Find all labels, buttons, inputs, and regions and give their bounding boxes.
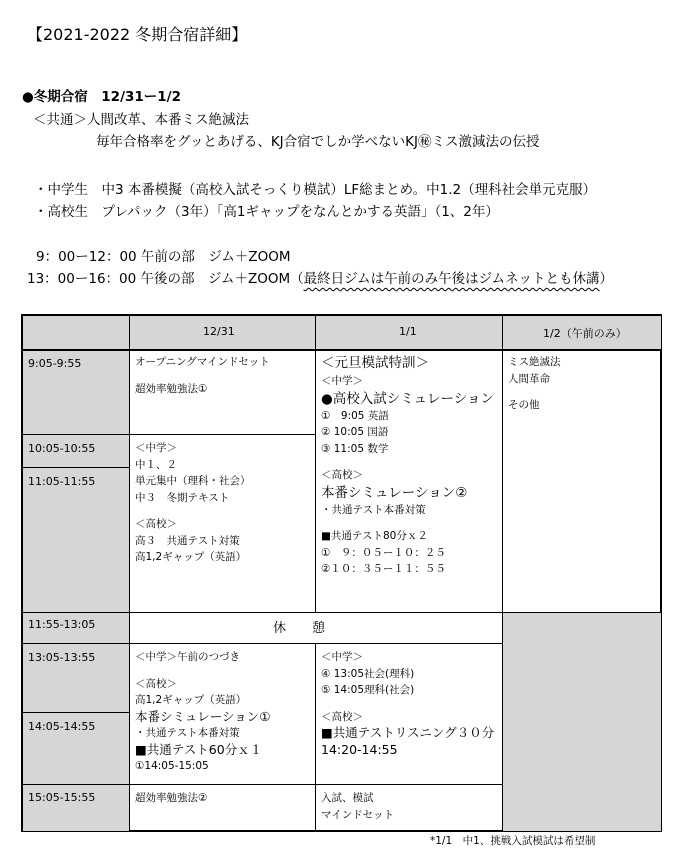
jan1-block-1 xyxy=(321,354,494,578)
time-slot-3: 11:05-11:55 xyxy=(28,475,96,488)
header-dec31: 12/31 xyxy=(203,325,235,338)
break-label: 休 憩 xyxy=(273,621,326,636)
header-jan2: 1/2（午前のみ） xyxy=(543,327,627,340)
page-title: 【2021-2022 冬期合宿詳細】 xyxy=(27,25,248,44)
time-slot-7: 15:05-15:55 xyxy=(28,791,96,804)
text-line: ② 10:05 国語 xyxy=(321,426,389,438)
text-line: ・共通テスト本番対策 xyxy=(135,727,240,739)
jan2-afternoon-closed xyxy=(502,612,661,831)
common-label: ＜共通＞人間改革、本番ミス絶滅法 xyxy=(33,112,249,128)
schedule-table xyxy=(21,314,662,832)
text-line: ＜高校＞ xyxy=(321,469,363,481)
text-line: 超効率勉強法② xyxy=(135,792,208,804)
text-line: マインドセット xyxy=(321,808,394,821)
text-line: 単元集中（理科・社会） xyxy=(135,475,251,487)
text-line: ③ 11:05 数学 xyxy=(321,442,389,455)
am-session-line: 9：00ー12：00 午前の部 ジム＋ZOOM xyxy=(36,249,291,265)
pm-session-note: 最終日ジムは午前のみ午後はジムネットとも休講 xyxy=(303,271,600,287)
pm-session-suffix: ） xyxy=(599,271,614,287)
jan1-block-3 xyxy=(321,790,394,823)
text-line: オープニングマインドセット xyxy=(135,356,270,368)
text-line: ＜中学＞ xyxy=(321,651,363,663)
text-line: ＜高校＞ xyxy=(135,677,177,690)
text-line: ●高校入試シミュレーション xyxy=(321,390,494,407)
time-slot-5: 13:05-13:55 xyxy=(28,651,96,664)
pm-session-line xyxy=(27,267,613,287)
footnote: *1/1 中1、挑戦入試模試は希望制 xyxy=(430,835,596,847)
text-line: ■共通テスト80分ｘ２ xyxy=(321,530,428,542)
text-line: ＜中学＞午前のつづき xyxy=(135,651,240,663)
text-line: ① ９：０５ー１０：２５ xyxy=(321,546,446,559)
jan1-block-2 xyxy=(321,649,494,758)
text-line: ・共通テスト本番対策 xyxy=(321,503,426,516)
text-line: 14:20-14:55 xyxy=(321,741,398,757)
text-line: 本番シミュレーション① xyxy=(135,708,271,724)
jan2-block-1 xyxy=(508,354,561,414)
common-description: 毎年合格率をグッとあげる、KJ合宿でしか学べないKJ㊙ミス激減法の伝授 xyxy=(96,134,540,150)
text-line: ④ 13:05社会(理科) xyxy=(321,667,415,680)
time-column xyxy=(23,349,129,831)
text-line: 高1,2ギャップ（英語） xyxy=(135,694,247,706)
time-slot-4: 11:55-13:05 xyxy=(28,618,96,631)
time-slot-2: 10:05-10:55 xyxy=(28,442,96,455)
text-line: 人間革命 xyxy=(508,372,550,385)
text-line: 中１、２ xyxy=(135,458,177,471)
text-line: 本番シミュレーション② xyxy=(321,484,468,501)
text-line: ＜中学＞ xyxy=(321,375,363,387)
dec31-block-4 xyxy=(135,790,207,807)
text-line: ＜中学＞ xyxy=(135,442,177,454)
time-slot-1: 9:05-9:55 xyxy=(28,357,82,370)
middle-school-line: ・中学生 中3 本番模擬（高校入試そっくり模試）LF総まとめ。中1.2（理科社会単元克服） xyxy=(34,182,597,198)
text-line: ミス絶滅法 xyxy=(508,356,561,368)
text-line: ②１０：３５ー１１：５５ xyxy=(321,563,446,575)
text-line: ＜元旦模試特訓＞ xyxy=(321,355,429,371)
dec31-block-2 xyxy=(135,440,251,566)
time-slot-6: 14:05-14:55 xyxy=(28,720,96,733)
camp-heading: ●冬期合宿 12/31ー1/2 xyxy=(22,89,182,105)
text-line: ＜高校＞ xyxy=(135,518,177,530)
text-line: 中３ 冬期テキスト xyxy=(135,491,230,504)
dec31-block-3 xyxy=(135,649,270,775)
text-line: ① 9:05 英語 xyxy=(321,409,389,422)
text-line: ■共通テスト60分ｘ１ xyxy=(135,741,263,757)
text-line: その他 xyxy=(508,399,540,411)
dec31-block-1 xyxy=(135,354,270,397)
header-jan1: 1/1 xyxy=(399,325,417,338)
high-school-line: ・高校生 プレパック（3年）「高1ギャップをなんとかする英語」（1、2年） xyxy=(34,204,499,220)
pm-session-prefix: 13：00ー16：00 午後の部 ジム＋ZOOM（ xyxy=(27,271,304,287)
text-line: ＜高校＞ xyxy=(321,710,363,723)
text-line: 超効率勉強法① xyxy=(135,382,208,395)
text-line: ①14:05-15:05 xyxy=(135,760,209,772)
text-line: 高３ 共通テスト対策 xyxy=(135,534,240,547)
text-line: ■共通テストリスニング３０分 xyxy=(321,725,495,740)
text-line: ⑤ 14:05理科(社会) xyxy=(321,684,415,696)
text-line: 高1,2ギャップ（英語） xyxy=(135,551,247,563)
text-line: 入試、模試 xyxy=(321,792,374,804)
